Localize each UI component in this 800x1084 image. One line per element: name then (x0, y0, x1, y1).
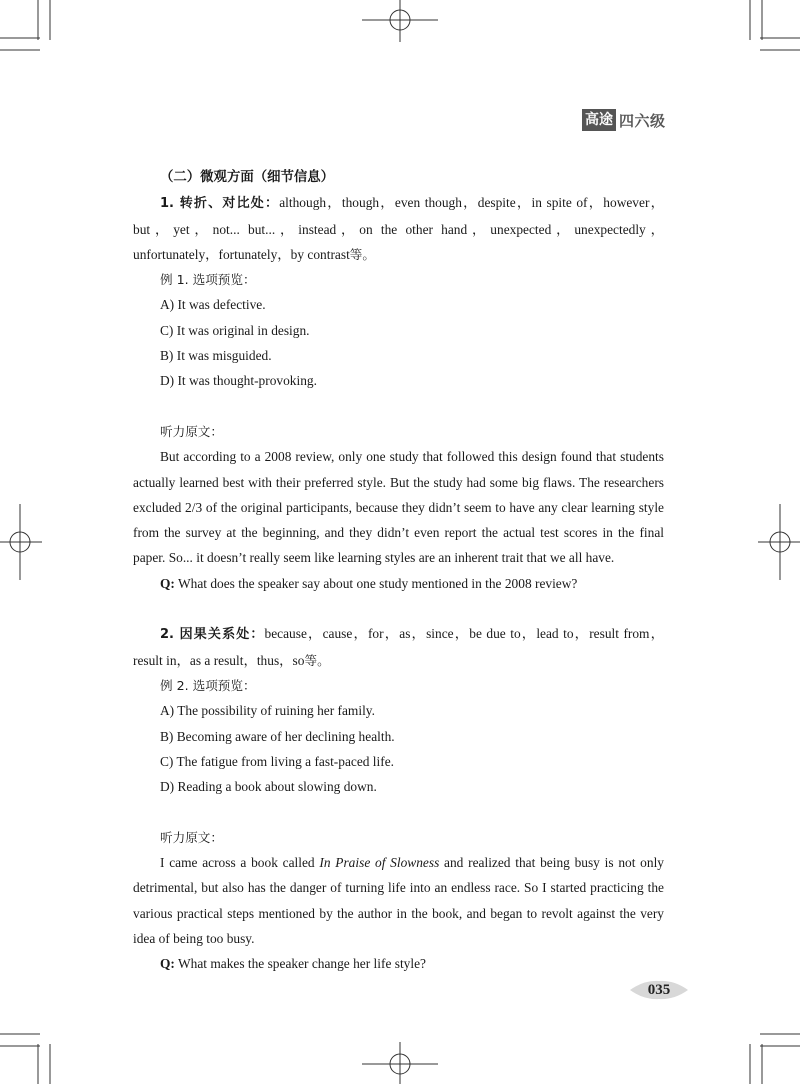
part2-words: because，cause，for，as，since，be due to，lead to，result from，result in，as a result，thus，so (133, 626, 665, 668)
transcript2-label: 听力原文： (160, 829, 223, 845)
example2-label: 例 2. 选项预览： (160, 677, 256, 693)
question1 (133, 571, 664, 596)
transcript2-post: and realized that being busy is not only detrimental, but also has the danger of turning life into an endless race. So I started practicing the various practical steps mentioned by the author in the book, and began to revolt against the very idea of being too busy. (133, 855, 664, 946)
option-item: B) Becoming aware of her declining health. (160, 728, 395, 744)
option-item: A) The possibility of ruining her family. (160, 703, 375, 719)
page-number-text: 035 (647, 981, 671, 998)
question2 (133, 951, 664, 976)
part1-words: although，though，even though，despite，in spite of，however，but，yet，not... but...，instead，on the other hand，unexpected，unexpectedly，unfortunately，fortunately，by contrast (133, 195, 665, 262)
page-number (630, 978, 688, 1002)
part1-title: 1. 转折、对比处： (160, 196, 280, 212)
book-title: In Praise of Slowness (319, 855, 440, 871)
transcript1-text: But according to a 2008 review, only one study that followed this design found that students actually learned best with their preferred style. But the study had some big flaws. The researchers excluded 2/3 of the original participants, because they didn’t seem to have any clear learning style from the survey at the beginning, and they didn’t even report the actual test scores in the final paper. So... it doesn’t really seem like learning styles are an inherent trait that we all have. (133, 449, 664, 566)
transcript2-pre: I came across a book called (160, 855, 315, 871)
example1-label: 例 1. 选项预览： (160, 272, 256, 288)
question1-label: Q: (160, 575, 175, 591)
part2-title: 2. 因果关系处： (160, 627, 265, 643)
question1-text: What does the speaker say about one study mentioned in the 2008 review? (177, 575, 578, 591)
option-item: D) It was thought-provoking. (160, 373, 317, 389)
question2-label: Q: (160, 956, 175, 972)
option-item: D) Reading a book about slowing down. (160, 779, 377, 795)
brand-logo-box: 高途 (582, 109, 616, 131)
option-item: B) It was misguided. (160, 348, 272, 364)
transcript2-text (133, 850, 664, 951)
option-item: A) It was defective. (160, 297, 266, 313)
part2-suffix: 等。 (304, 652, 330, 668)
brand-logo-text: 四六级 (619, 111, 666, 130)
part2-intro (133, 621, 664, 673)
example1-options (133, 292, 664, 393)
part1-suffix: 等。 (349, 246, 375, 262)
brand-header (582, 108, 666, 132)
part1-intro (133, 190, 664, 267)
option-item: C) It was original in design. (160, 322, 310, 338)
option-item: C) The fatigue from living a fast-paced life. (160, 753, 395, 769)
transcript1-label: 听力原文： (160, 423, 223, 439)
question2-text: What makes the speaker change her life style? (177, 956, 426, 972)
page-content (133, 165, 664, 977)
section-title: （二）微观方面（细节信息） (160, 170, 335, 185)
